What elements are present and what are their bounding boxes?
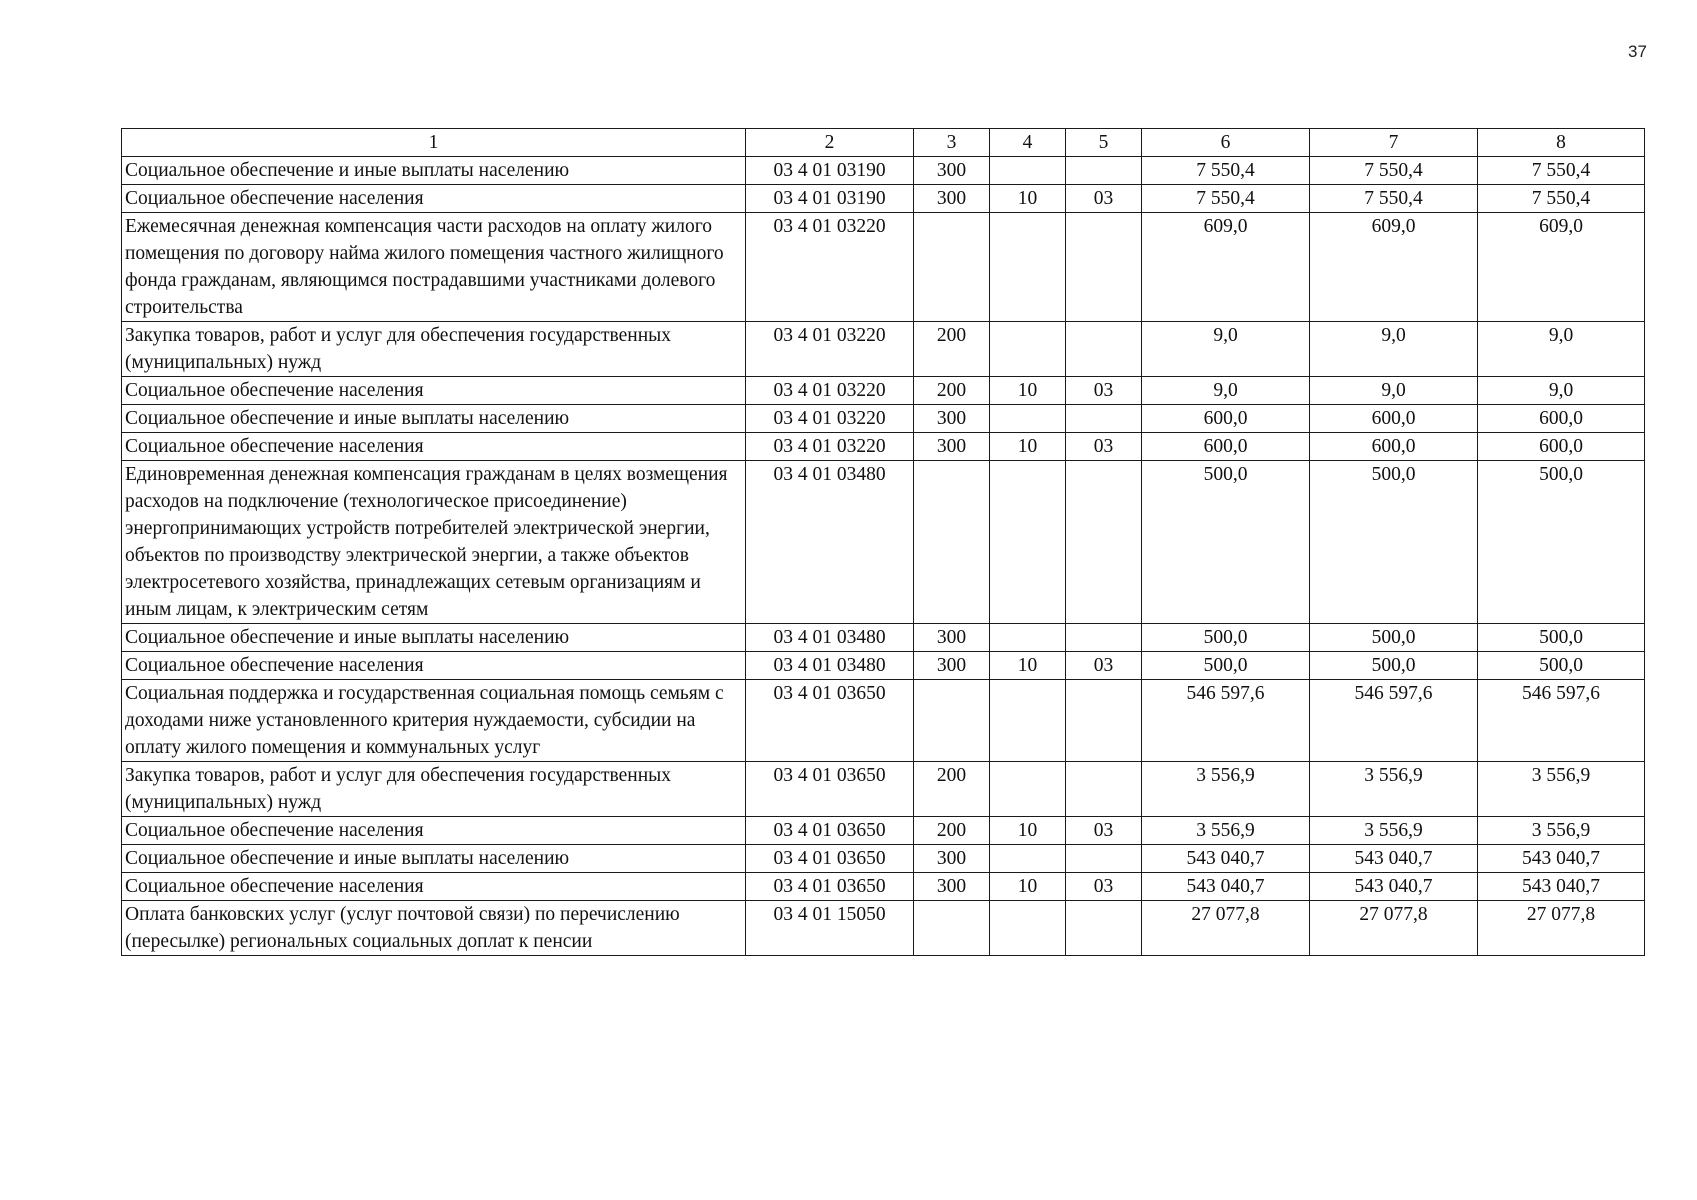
row-amount-col6-cell: 500,0 [1142,624,1310,652]
row-amount-col8-cell: 3 556,9 [1478,762,1645,817]
row-amount-col8-cell: 500,0 [1478,461,1645,624]
row-code-cell: 03 4 01 03480 [746,461,914,624]
row-code-cell: 03 4 01 03220 [746,377,914,405]
row-section-cell [990,461,1066,624]
row-subsection-cell [1066,157,1142,185]
row-amount-col8-cell: 546 597,6 [1478,680,1645,762]
header-col-8: 8 [1478,129,1645,157]
row-name-cell: Социальное обеспечение населения [122,652,746,680]
row-subsection-cell [1066,624,1142,652]
row-amount-col6-cell: 27 077,8 [1142,901,1310,956]
row-amount-col7-cell: 600,0 [1310,405,1478,433]
row-expense-type-cell: 300 [914,157,990,185]
row-code-cell: 03 4 01 03220 [746,405,914,433]
row-section-cell [990,762,1066,817]
row-subsection-cell: 03 [1066,873,1142,901]
row-amount-col8-cell: 7 550,4 [1478,185,1645,213]
row-subsection-cell [1066,405,1142,433]
table-row [122,377,1645,405]
header-col-4: 4 [990,129,1066,157]
row-section-cell [990,322,1066,377]
row-amount-col6-cell: 543 040,7 [1142,873,1310,901]
row-amount-col8-cell: 543 040,7 [1478,845,1645,873]
row-name-cell: Оплата банковских услуг (услуг почтовой связи) по перечислению (пересылке) региональных социальных доплат к пенсии [122,901,746,956]
row-expense-type-cell: 300 [914,185,990,213]
row-code-cell: 03 4 01 15050 [746,901,914,956]
row-code-cell: 03 4 01 03480 [746,624,914,652]
table-row [122,405,1645,433]
row-amount-col8-cell: 609,0 [1478,213,1645,322]
row-section-cell [990,624,1066,652]
row-expense-type-cell: 200 [914,817,990,845]
row-amount-col6-cell: 500,0 [1142,652,1310,680]
row-subsection-cell [1066,322,1142,377]
row-amount-col6-cell: 3 556,9 [1142,817,1310,845]
row-code-cell: 03 4 01 03650 [746,845,914,873]
table-row [122,624,1645,652]
row-amount-col6-cell: 600,0 [1142,405,1310,433]
row-amount-col6-cell: 600,0 [1142,433,1310,461]
row-name-cell: Социальное обеспечение населения [122,377,746,405]
row-expense-type-cell: 300 [914,624,990,652]
row-name-cell: Социальное обеспечение населения [122,817,746,845]
row-expense-type-cell [914,680,990,762]
row-amount-col7-cell: 500,0 [1310,652,1478,680]
header-col-3: 3 [914,129,990,157]
row-code-cell: 03 4 01 03220 [746,213,914,322]
row-subsection-cell: 03 [1066,817,1142,845]
row-code-cell: 03 4 01 03220 [746,433,914,461]
header-col-5: 5 [1066,129,1142,157]
row-expense-type-cell [914,901,990,956]
row-name-cell: Социальное обеспечение населения [122,433,746,461]
row-amount-col7-cell: 600,0 [1310,433,1478,461]
row-section-cell [990,405,1066,433]
row-amount-col8-cell: 3 556,9 [1478,817,1645,845]
row-subsection-cell [1066,901,1142,956]
row-section-cell: 10 [990,433,1066,461]
row-amount-col8-cell: 7 550,4 [1478,157,1645,185]
row-section-cell: 10 [990,652,1066,680]
row-code-cell: 03 4 01 03650 [746,873,914,901]
row-name-cell: Социальное обеспечение и иные выплаты населению [122,405,746,433]
row-name-cell: Социальное обеспечение и иные выплаты населению [122,157,746,185]
row-amount-col7-cell: 500,0 [1310,461,1478,624]
row-section-cell: 10 [990,873,1066,901]
header-col-6: 6 [1142,129,1310,157]
table-row [122,322,1645,377]
row-expense-type-cell: 200 [914,377,990,405]
row-expense-type-cell: 200 [914,762,990,817]
row-amount-col7-cell: 7 550,4 [1310,157,1478,185]
row-amount-col7-cell: 27 077,8 [1310,901,1478,956]
page-number: 37 [1628,42,1647,61]
row-amount-col6-cell: 9,0 [1142,377,1310,405]
row-name-cell: Социальное обеспечение населения [122,185,746,213]
row-amount-col7-cell: 609,0 [1310,213,1478,322]
row-code-cell: 03 4 01 03650 [746,817,914,845]
table-row [122,157,1645,185]
table-row [122,433,1645,461]
row-code-cell: 03 4 01 03220 [746,322,914,377]
row-name-cell: Социальное обеспечение населения [122,873,746,901]
header-col-7: 7 [1310,129,1478,157]
row-name-cell: Закупка товаров, работ и услуг для обеспечения государственных (муниципальных) нужд [122,322,746,377]
row-amount-col7-cell: 500,0 [1310,624,1478,652]
table-row [122,680,1645,762]
row-amount-col8-cell: 600,0 [1478,405,1645,433]
row-code-cell: 03 4 01 03190 [746,185,914,213]
row-name-cell: Социальное обеспечение и иные выплаты населению [122,624,746,652]
row-amount-col6-cell: 7 550,4 [1142,157,1310,185]
row-code-cell: 03 4 01 03480 [746,652,914,680]
table-header-row [122,129,1645,157]
row-amount-col6-cell: 9,0 [1142,322,1310,377]
table-row [122,461,1645,624]
table-row [122,213,1645,322]
row-subsection-cell [1066,461,1142,624]
row-expense-type-cell: 300 [914,873,990,901]
row-amount-col6-cell: 3 556,9 [1142,762,1310,817]
row-subsection-cell: 03 [1066,377,1142,405]
row-amount-col7-cell: 9,0 [1310,377,1478,405]
header-col-2: 2 [746,129,914,157]
row-amount-col7-cell: 543 040,7 [1310,873,1478,901]
row-code-cell: 03 4 01 03190 [746,157,914,185]
row-subsection-cell [1066,762,1142,817]
row-amount-col6-cell: 546 597,6 [1142,680,1310,762]
row-amount-col7-cell: 3 556,9 [1310,817,1478,845]
row-name-cell: Ежемесячная денежная компенсация части расходов на оплату жилого помещения по договору найма жилого помещения частного жилищного фонда гражданам, являющимся пострадавшими участниками долевого строительства [122,213,746,322]
row-expense-type-cell: 300 [914,405,990,433]
row-subsection-cell [1066,845,1142,873]
row-code-cell: 03 4 01 03650 [746,680,914,762]
row-section-cell [990,680,1066,762]
table-row [122,845,1645,873]
row-expense-type-cell: 300 [914,845,990,873]
table-row [122,817,1645,845]
budget-table [121,128,1645,956]
row-amount-col8-cell: 9,0 [1478,377,1645,405]
header-col-1: 1 [122,129,746,157]
row-expense-type-cell: 300 [914,433,990,461]
row-expense-type-cell: 300 [914,652,990,680]
row-amount-col6-cell: 543 040,7 [1142,845,1310,873]
row-section-cell [990,213,1066,322]
row-amount-col7-cell: 7 550,4 [1310,185,1478,213]
row-subsection-cell [1066,680,1142,762]
row-expense-type-cell [914,213,990,322]
row-name-cell: Социальная поддержка и государственная социальная помощь семьям с доходами ниже установленного критерия нуждаемости, субсидии на оплату жилого помещения и коммунальных услуг [122,680,746,762]
table-row [122,873,1645,901]
row-amount-col8-cell: 500,0 [1478,624,1645,652]
row-amount-col6-cell: 7 550,4 [1142,185,1310,213]
table-row [122,901,1645,956]
row-section-cell [990,845,1066,873]
row-subsection-cell: 03 [1066,433,1142,461]
row-expense-type-cell [914,461,990,624]
row-code-cell: 03 4 01 03650 [746,762,914,817]
row-amount-col8-cell: 600,0 [1478,433,1645,461]
row-section-cell [990,157,1066,185]
row-section-cell: 10 [990,377,1066,405]
row-amount-col7-cell: 546 597,6 [1310,680,1478,762]
row-amount-col6-cell: 500,0 [1142,461,1310,624]
row-amount-col8-cell: 27 077,8 [1478,901,1645,956]
table-row [122,185,1645,213]
row-subsection-cell: 03 [1066,652,1142,680]
row-name-cell: Единовременная денежная компенсация гражданам в целях возмещения расходов на подключение (технологическое присоединение) энергопринимающих устройств потребителей электрической энергии, объектов по производству электрической энергии, а также объектов электросетевого хозяйства, принадлежащих сетевым организациям и иным лицам, к электрическим сетям [122,461,746,624]
row-section-cell [990,901,1066,956]
row-amount-col7-cell: 9,0 [1310,322,1478,377]
row-expense-type-cell: 200 [914,322,990,377]
row-amount-col6-cell: 609,0 [1142,213,1310,322]
row-amount-col7-cell: 543 040,7 [1310,845,1478,873]
row-section-cell: 10 [990,817,1066,845]
row-amount-col8-cell: 9,0 [1478,322,1645,377]
row-subsection-cell: 03 [1066,185,1142,213]
table-row [122,762,1645,817]
row-subsection-cell [1066,213,1142,322]
row-name-cell: Социальное обеспечение и иные выплаты населению [122,845,746,873]
row-amount-col8-cell: 500,0 [1478,652,1645,680]
row-amount-col8-cell: 543 040,7 [1478,873,1645,901]
table-row [122,652,1645,680]
row-name-cell: Закупка товаров, работ и услуг для обеспечения государственных (муниципальных) нужд [122,762,746,817]
row-amount-col7-cell: 3 556,9 [1310,762,1478,817]
row-section-cell: 10 [990,185,1066,213]
